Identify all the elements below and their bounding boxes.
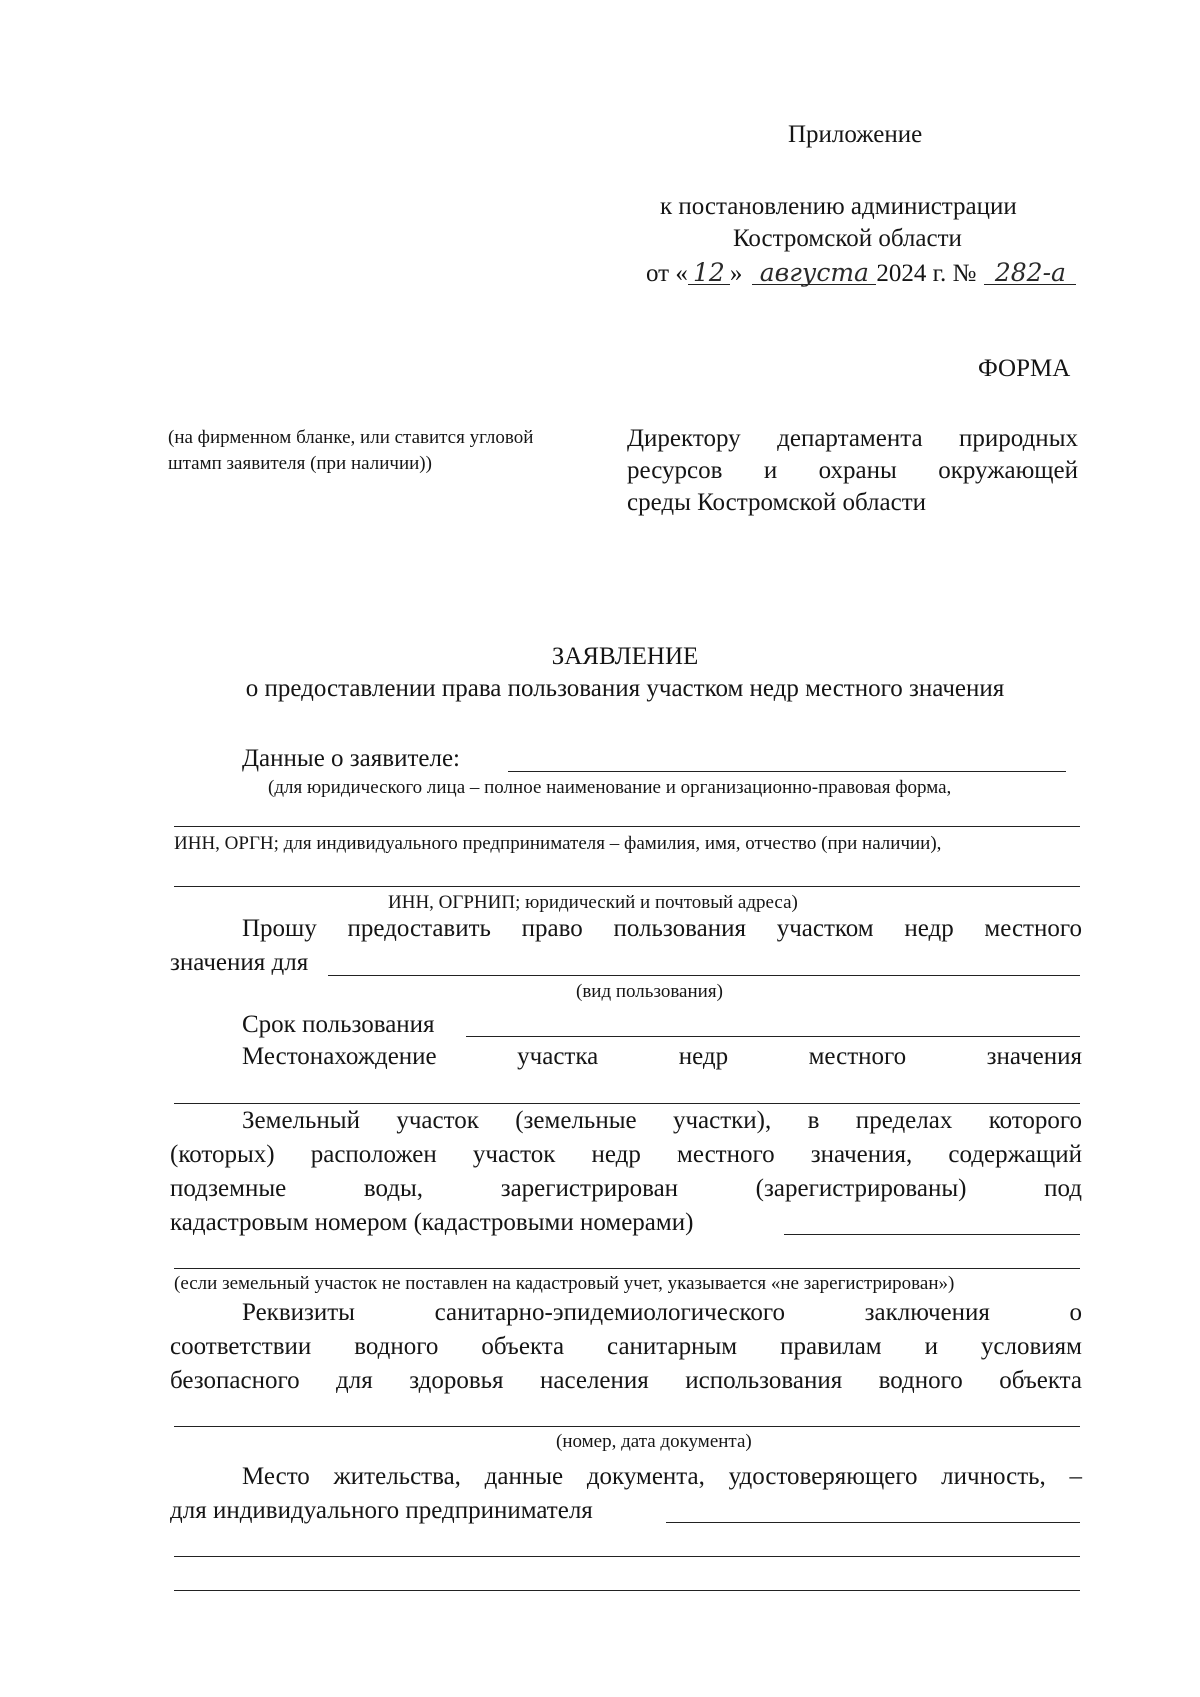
decree-line-1: к постановлению администрации bbox=[660, 193, 1017, 220]
appendix-label: Приложение bbox=[788, 121, 923, 148]
date-day-handwritten: 12 bbox=[688, 258, 730, 285]
sanitary-line-2: соответствии водного объекта санитарным правилам и условиям bbox=[170, 1333, 1082, 1360]
location-word-4: местного bbox=[808, 1043, 907, 1070]
stamp-note-line-2: штамп заявителя (при наличии)) bbox=[168, 453, 432, 474]
land-line-1: Земельный участок (земельные участки), в пределах которого bbox=[242, 1107, 1082, 1134]
applicant-label: Данные о заявителе: bbox=[242, 745, 460, 772]
sanitary-line-1: Реквизиты санитарно-эпидемиологического заключения о bbox=[242, 1299, 1082, 1326]
location-word-3: недр bbox=[678, 1043, 729, 1070]
residence-line-2: для индивидуального предпринимателя bbox=[170, 1497, 593, 1524]
decree-date-line bbox=[646, 258, 1076, 289]
usage-type-hint: (вид пользования) bbox=[576, 981, 723, 1002]
term-label: Срок пользования bbox=[242, 1011, 435, 1038]
applicant-hint-3: ИНН, ОГРНИП; юридический и почтовый адреса) bbox=[388, 892, 798, 913]
residence-input-line-3[interactable] bbox=[174, 1590, 1080, 1591]
land-line-4: кадастровым номером (кадастровыми номерами) bbox=[170, 1209, 694, 1236]
location-input-line[interactable] bbox=[174, 1103, 1080, 1104]
sanitary-input-line[interactable] bbox=[174, 1426, 1080, 1427]
term-input-line[interactable] bbox=[466, 1036, 1080, 1037]
residence-input-line-1[interactable] bbox=[666, 1522, 1080, 1523]
date-mid: » bbox=[729, 260, 743, 287]
usage-type-input-line[interactable] bbox=[328, 975, 1080, 976]
date-month-handwritten: августа bbox=[752, 258, 876, 285]
applicant-hint-2: ИНН, ОРГН; для индивидуального предпринимателя – фамилия, имя, отчество (при наличии), bbox=[174, 833, 942, 854]
location-word-1: Местонахождение bbox=[242, 1043, 437, 1070]
sanitary-hint: (номер, дата документа) bbox=[556, 1431, 752, 1452]
residence-line-1: Место жительства, данные документа, удостоверяющего личность, – bbox=[242, 1463, 1082, 1490]
date-prefix: от « bbox=[646, 260, 688, 287]
addressee-line-1: Директору департамента природных bbox=[627, 425, 1078, 452]
cadastral-hint: (если земельный участок не поставлен на кадастровый учет, указывается «не зарегистрирован») bbox=[174, 1273, 955, 1294]
applicant-input-line-2[interactable] bbox=[174, 826, 1080, 827]
applicant-input-line-1[interactable] bbox=[508, 771, 1066, 772]
request-line-2: значения для bbox=[170, 949, 309, 976]
document-subtitle: о предоставлении права пользования участком недр местного значения bbox=[245, 675, 1005, 702]
location-word-2: участка bbox=[517, 1043, 599, 1070]
land-line-2: (которых) расположен участок недр местного значения, содержащий bbox=[170, 1141, 1082, 1168]
cadastral-input-line-2[interactable] bbox=[174, 1268, 1080, 1269]
residence-input-line-2[interactable] bbox=[174, 1556, 1080, 1557]
applicant-input-line-3[interactable] bbox=[174, 886, 1080, 887]
land-line-3: подземные воды, зарегистрирован (зарегистрированы) под bbox=[170, 1175, 1082, 1202]
addressee-line-2: ресурсов и охраны окружающей bbox=[627, 457, 1078, 484]
form-label: ФОРМА bbox=[978, 355, 1071, 382]
location-word-5: значения bbox=[986, 1043, 1082, 1070]
sanitary-line-3: безопасного для здоровья населения использования водного объекта bbox=[170, 1367, 1082, 1394]
applicant-hint-1: (для юридического лица – полное наименование и организационно-правовая форма, bbox=[268, 777, 952, 798]
date-year: 2024 г. № bbox=[876, 260, 977, 287]
document-title: ЗАЯВЛЕНИЕ bbox=[551, 643, 699, 670]
cadastral-input-line-1[interactable] bbox=[784, 1234, 1080, 1235]
stamp-note-line-1: (на фирменном бланке, или ставится угловой bbox=[168, 427, 534, 448]
location-line bbox=[242, 1042, 1082, 1072]
request-line-1: Прошу предоставить право пользования участком недр местного bbox=[242, 915, 1082, 942]
addressee-line-3: среды Костромской области bbox=[627, 489, 927, 516]
decree-line-2: Костромской области bbox=[733, 225, 962, 252]
decree-number-handwritten: 282-а bbox=[984, 258, 1076, 285]
